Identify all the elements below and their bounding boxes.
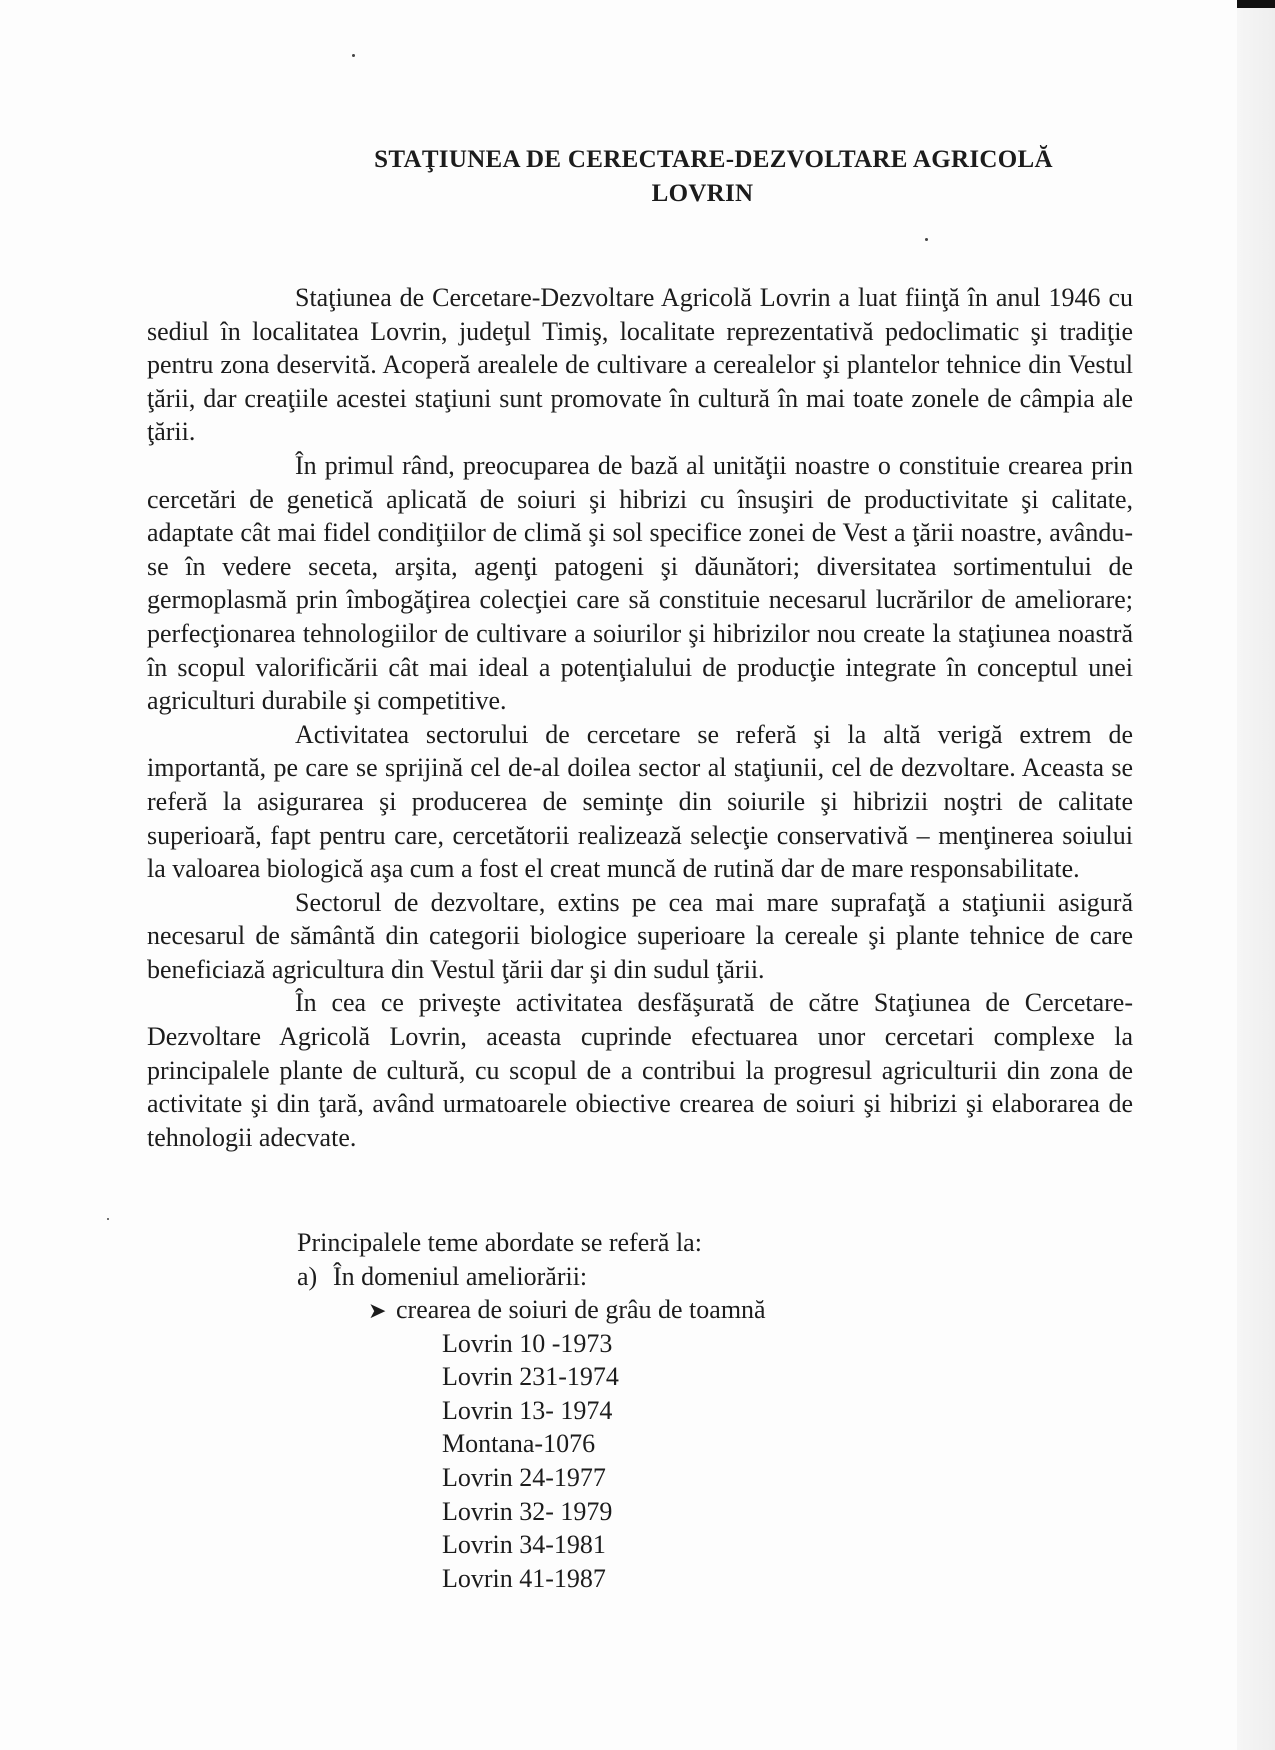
- themes-intro: Principalele teme abordate se referă la:: [297, 1228, 702, 1257]
- bullet-text: crearea de soiuri de grâu de toamnă: [396, 1295, 766, 1324]
- bullet-item: [368, 1293, 766, 1328]
- scan-speck: [925, 238, 928, 241]
- title-line-2: LOVRIN: [651, 180, 754, 207]
- variety-item: Lovrin 34-1981: [442, 1530, 606, 1559]
- paragraph-4: Sectorul de dezvoltare, extins pe cea mai mare suprafaţă a staţiunii asigură necesarul de sământă din categorii biologice superioare la cereale şi plante tehnice de care beneficiază agricultura din Vestul ţării dar şi din sudul ţării.: [147, 887, 1133, 984]
- paragraph-3: Activitatea sectorului de cercetare se referă şi la altă verigă extrem de importantă, pe care se sprijină cel de-al doilea sector al staţiunii, cel de dezvoltare. Aceasta se referă la asigurarea şi producerea de seminţe din soiurile şi hibrizii noştri de calitate superioară, fapt pentru care, cercetătorii realizează selecţie conservativă – menţinerea soiului la valoarea biologică aşa cum a fost el creat muncă de rutină dar de mare responsabilitate.: [147, 719, 1133, 884]
- arrow-bullet-icon: ➤: [368, 1298, 387, 1323]
- title-line-1: STAŢIUNEA DE CERECTARE-DEZVOLTARE AGRICOLĂ: [374, 146, 1053, 173]
- body-text: [147, 281, 1133, 1154]
- variety-item: Lovrin 24-1977: [442, 1463, 606, 1492]
- variety-item: Lovrin 32- 1979: [442, 1497, 613, 1526]
- page-edge-shadow: [1237, 0, 1275, 1750]
- variety-item: Lovrin 10 -1973: [442, 1329, 613, 1358]
- variety-item: Montana-1076: [442, 1429, 596, 1458]
- paragraph-2: În primul rând, preocuparea de bază al unităţii noastre o constituie crearea prin cercetări de genetică aplicată de soiuri şi hibrizi cu însuşiri de productivitate şi calitate, adaptate cât mai fidel condiţiilor de climă şi sol specifice zonei de Vest a ţării noastre, avându-se în vedere seceta, arşita, agenţi patogeni şi dăunători; diversitatea sortimentului de germoplasmă prin îmbogăţirea colecţiei care să constituie necesarul lucrărilor de ameliorare; perfecţionarea tehnologiilor de cultivare a soiurilor şi hibrizilor nou create la staţiunea noastră în scopul valorificării cât mai ideal a potenţialului de producţie integrate în conceptul unei agriculturi durabile şi competitive.: [147, 450, 1133, 716]
- section-a: [297, 1260, 587, 1294]
- section-a-label: În domeniul ameliorării:: [333, 1262, 588, 1291]
- variety-item: Lovrin 41-1987: [442, 1564, 606, 1593]
- scan-corner-mark: [1237, 0, 1275, 8]
- paragraph-1: Staţiunea de Cercetare-Dezvoltare Agricolă Lovrin a luat fiinţă în anul 1946 cu sediul în localitatea Lovrin, judeţul Timiş, localitate reprezentativă pedoclimatic şi tradiţie pentru zona deservită. Acoperă arealele de cultivare a cerealelor şi plantelor tehnice din Vestul ţării, dar creaţiile acestei staţiuni sunt promovate în cultură în mai toate zonele de câmpia ale ţării.: [147, 283, 1133, 447]
- scan-speck: [352, 54, 355, 57]
- variety-item: Lovrin 231-1974: [442, 1362, 619, 1391]
- section-a-letter: a): [297, 1262, 318, 1291]
- variety-item: Lovrin 13- 1974: [442, 1396, 613, 1425]
- document-title: [0, 143, 1275, 211]
- scan-speck: [107, 1218, 109, 1220]
- paragraph-5: În cea ce priveşte activitatea desfăşurată de către Staţiunea de Cercetare-Dezvoltare Agricolă Lovrin, aceasta cuprinde efectuarea unor cercetari complexe la principalele plante de cultură, cu scopul de a contribui la progresul agriculturii din zona de activitate şi din ţară, având urmatoarele obiective crearea de soiuri şi hibrizi şi elaborarea de tehnologii adecvate.: [147, 988, 1133, 1152]
